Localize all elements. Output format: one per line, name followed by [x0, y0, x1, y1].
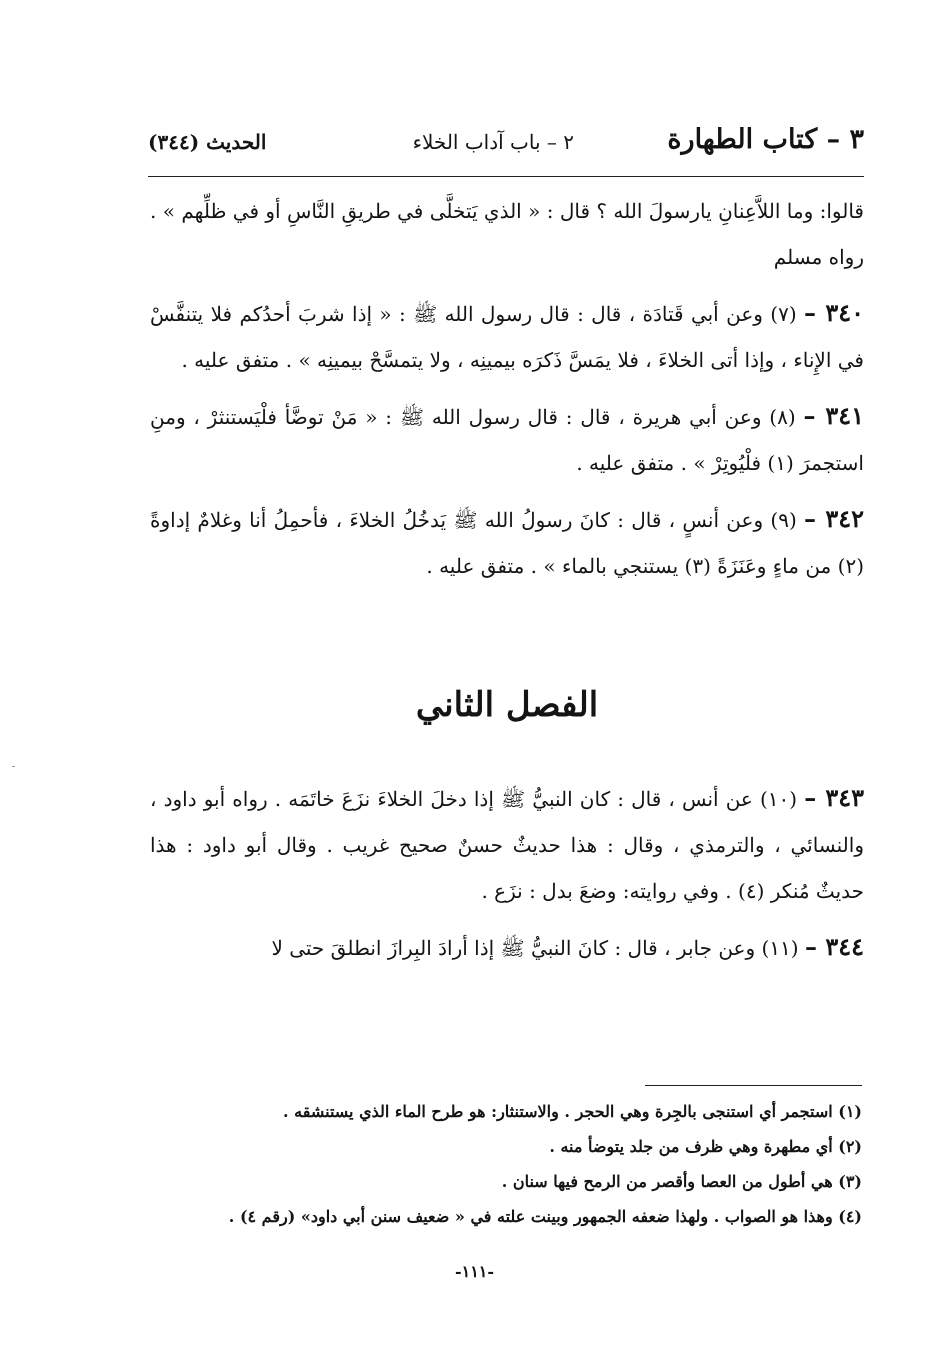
- footnote-3: (٣) هي أطول من العصا وأقصر من الرمح فيها سنان .: [501, 1172, 862, 1191]
- hadith-range: الحديث (٣٤٤): [148, 130, 267, 154]
- paragraph-text: قالوا: وما اللاَّعِنانِ يارسولَ الله ؟ قال : « الذي يَتخلَّى في طريقِ النَّاسِ أو في ظلِّهم » . رواه مسلم: [150, 199, 864, 269]
- section-heading: الفصل الثاني: [415, 685, 599, 725]
- hadith-number: ٣٤٤ –: [804, 932, 864, 961]
- margin-mark: [12, 766, 15, 767]
- hadith-342: [150, 496, 864, 589]
- footnotes: [160, 1094, 862, 1234]
- hadith-number: ٣٤٠ –: [803, 298, 865, 327]
- hadith-number: ٣٤١ –: [803, 401, 865, 430]
- footnote-4: (٤) وهذا هو الصواب . ولهذا ضعفه الجمهور وبينت علته في « ضعيف سنن أبي داود» (رقم ٤) .: [228, 1207, 862, 1226]
- hadith-340: [150, 290, 864, 383]
- hadith-text: (١١) وعن جابر ، قال : كانَ النبيُّ ﷺ إذا أرادَ البِرازَ انطلقَ حتى لا: [271, 936, 799, 960]
- paragraph-continuation: [150, 188, 864, 280]
- header-divider: [148, 176, 864, 177]
- hadith-text: (١٠) عن أنس ، قال : كان النبيُّ ﷺ إذا دخلَ الخلاءَ نزَعَ خاتَمَه . رواه أبو داود ، والنسائي ، والترمذي ، وقال : هذا حديثٌ حسنٌ صحيح غريب . وقال أبو داود : هذا حديثٌ مُنكر (٤) . وفي روايته: وضعَ بدل : نزَع .: [150, 787, 864, 903]
- hadith-text: (٩) وعن أنسٍ ، قال : كانَ رسولُ الله ﷺ يَدخُلُ الخلاءَ ، فأحمِلُ أنا وغلامٌ إداوةً (٢) من ماءٍ وعَنَزَةً (٣) يستنجي بالماء » . متفق عليه .: [150, 508, 864, 578]
- hadith-text: (٨) وعن أبي هريرة ، قال : قال رسول الله ﷺ : « مَنْ توضَّأ فلْيَستنثرْ ، ومنِ استجمرَ (١) فلْيُوتِرْ » . متفق عليه .: [150, 405, 864, 475]
- chapter-title: ٢ – باب آداب الخلاء: [412, 130, 574, 154]
- hadith-341: [150, 393, 864, 486]
- footnote-divider: [645, 1085, 862, 1086]
- book-title: ٣ – كتاب الطهارة: [667, 124, 864, 155]
- footnote-1: (١) استجمر أي استنجى بالجِرة وهي الحجر . والاستنثار: هو طرح الماء الذي يستنشقه .: [283, 1102, 862, 1121]
- footnote-2: (٢) أي مطهرة وهي ظرف من جلد يتوضأ منه .: [549, 1137, 862, 1156]
- main-text: [150, 188, 864, 971]
- hadith-number: ٣٤٣ –: [804, 783, 865, 812]
- hadith-344: [150, 924, 864, 971]
- page-number: -١١١-: [454, 1262, 495, 1281]
- running-header: [148, 120, 864, 176]
- hadith-text: (٧) وعن أبي قَتادَة ، قال : قال رسول الله ﷺ : « إذا شربَ أحدُكم فلا يتنفَّسْ في الإِناء ، وإذا أتى الخلاءَ ، فلا يمَسَّ ذَكرَه بيمينِه ، ولا يتمسَّحْ بيمينِه » . متفق عليه .: [150, 302, 864, 372]
- hadith-343: [150, 775, 864, 914]
- hadith-number: ٣٤٢ –: [804, 504, 864, 533]
